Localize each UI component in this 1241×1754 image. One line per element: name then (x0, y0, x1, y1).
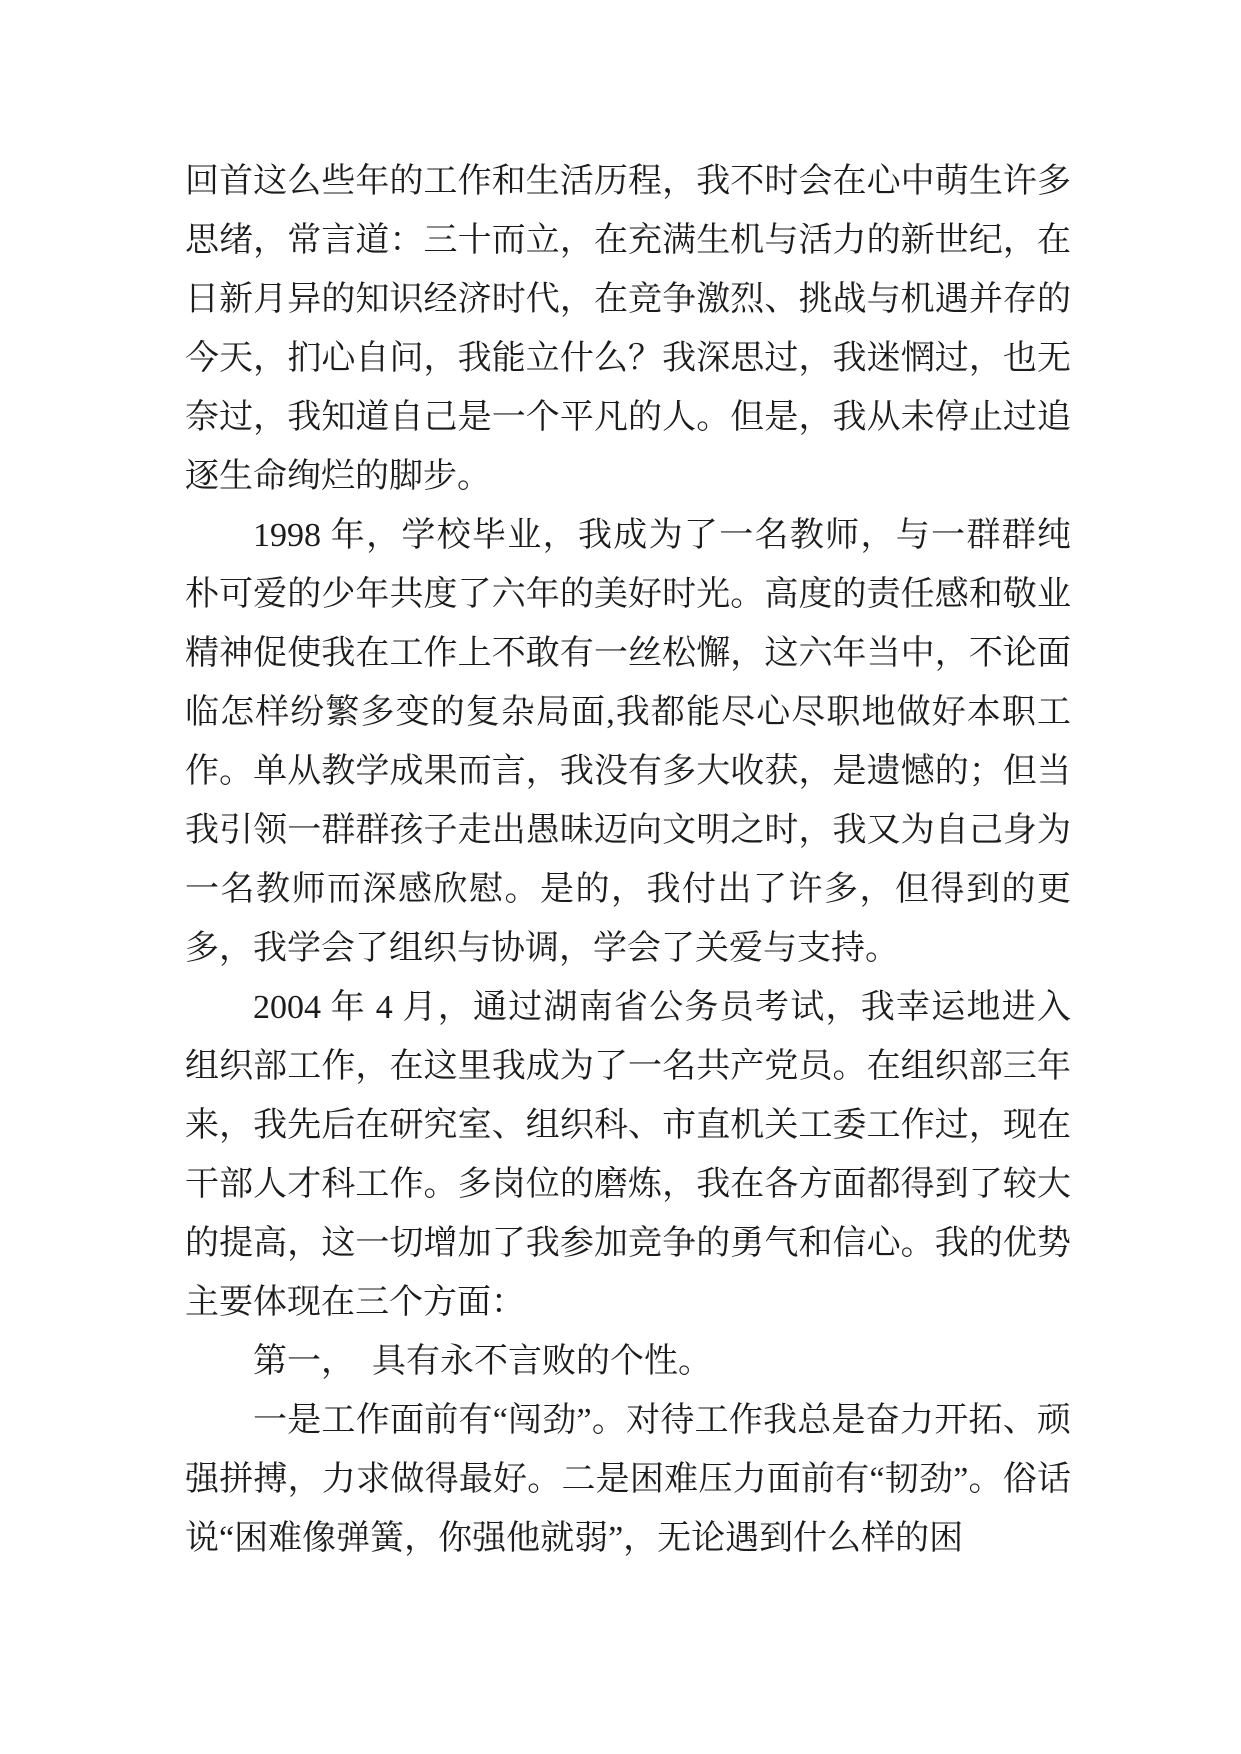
document-content (185, 152, 1071, 1568)
paragraph-reflection: 回首这么些年的工作和生活历程，我不时会在心中萌生许多思绪，常言道：三十而立，在充满生机与活力的新世纪，在日新月异的知识经济时代，在竞争激烈、挑战与机遇并存的今天，扪心自问，我能立什么？我深思过，我迷惘过，也无奈过，我知道自己是一个平凡的人。但是，我从未停止过追逐生命绚烂的脚步。 (185, 163, 1071, 495)
paragraph-first-point-detail: 一是工作面前有“闯劲”。对待工作我总是奋力开拓、顽强拼搏，力求做得最好。二是困难压力面前有“韧劲”。俗话说“困难像弹簧，你强他就弱”，无论遇到什么样的困 (185, 1402, 1071, 1557)
paragraph-first-point-heading: 第一， 具有永不言败的个性。 (253, 1343, 712, 1380)
paragraph-civil-servant-career: 2004 年 4 月，通过湖南省公务员考试，我幸运地进入组织部工作，在这里我成为了一名共产党员。在组织部三年来，我先后在研究室、组织科、市直机关工委工作过，现在干部人才科工作。多岗位的磨炼，我在各方面都得到了较大的提高，这一切增加了我参加竞争的勇气和信心。我的优势主要体现在三个方面： (185, 989, 1071, 1321)
paragraph-teacher-career: 1998 年，学校毕业，我成为了一名教师，与一群群纯朴可爱的少年共度了六年的美好时光。高度的责任感和敬业精神促使我在工作上不敢有一丝松懈，这六年当中，不论面临怎样纷繁多变的复杂局面,我都能尽心尽职地做好本职工作。单从教学成果而言，我没有多大收获，是遗憾的；但当我引领一群群孩子走出愚昧迈向文明之时，我又为自己身为一名教师而深感欣慰。是的，我付出了许多，但得到的更多，我学会了组织与协调，学会了关爱与支持。 (185, 517, 1071, 967)
